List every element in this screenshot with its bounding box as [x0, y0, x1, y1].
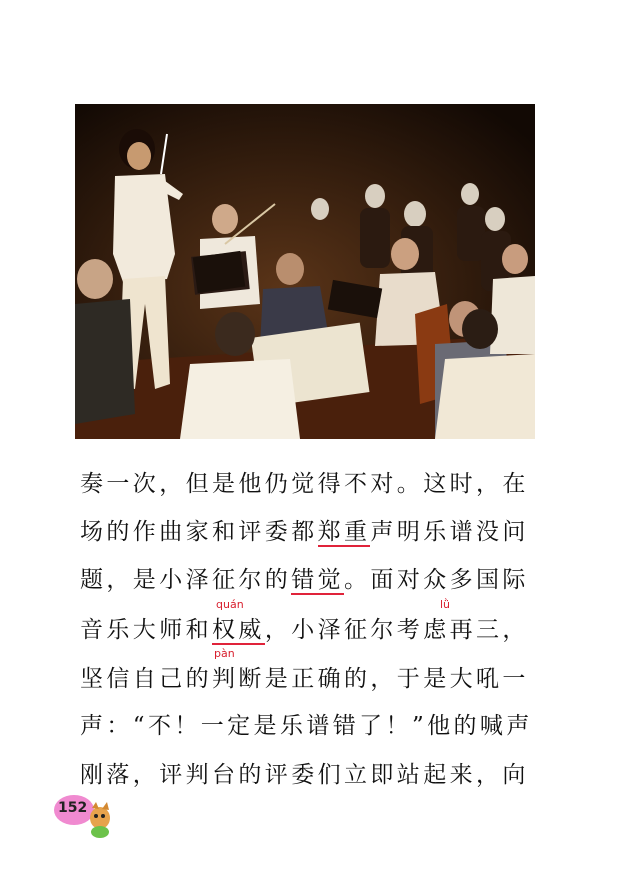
text-segment: 断是正确的，于是大吼一 [238, 666, 529, 692]
text-segment: 场的作曲家和评委都 [80, 519, 318, 545]
text-line-5 [80, 659, 550, 699]
text-segment: 奏一次，但是他仍觉得不对。这时，在 [80, 471, 529, 497]
text-segment: 声：“不！一定是乐谱错了！”他的喊声 [80, 713, 533, 739]
text-line-2 [80, 512, 550, 552]
pinyin-pan: pàn [214, 647, 235, 660]
char-pan: 判 [212, 666, 239, 692]
vocab-cuojue: 错觉 [291, 567, 345, 593]
text-line-7 [80, 755, 550, 795]
pinyin-lv: lǜ [440, 598, 451, 611]
page-number: 152 [58, 800, 88, 816]
char-lv: 虑 [423, 617, 450, 643]
orchestra-illustration [75, 104, 535, 439]
text-line-6 [80, 706, 550, 746]
text-segment: 音乐大师和 [80, 617, 212, 643]
text-line-4 [80, 610, 550, 650]
text-segment: ，小泽征尔考 [264, 617, 424, 643]
text-segment: 刚落，评判台的评委们立即站起来，向 [80, 762, 529, 788]
text-segment: 声明乐谱没问 [370, 519, 529, 545]
text-segment: 坚信自己的 [80, 666, 212, 692]
text-segment: 。面对众多国际 [344, 567, 529, 593]
text-segment: 题，是小泽征尔的 [80, 567, 292, 593]
vocab-zhengzhong: 郑重 [317, 519, 371, 545]
text-line-3 [80, 560, 550, 600]
pinyin-quan: quán [216, 598, 244, 611]
orchestra-photo [75, 104, 535, 439]
vocab-quanwei: 权威 [212, 617, 265, 643]
text-line-1 [80, 464, 550, 504]
text-segment: 再三， [449, 617, 529, 643]
